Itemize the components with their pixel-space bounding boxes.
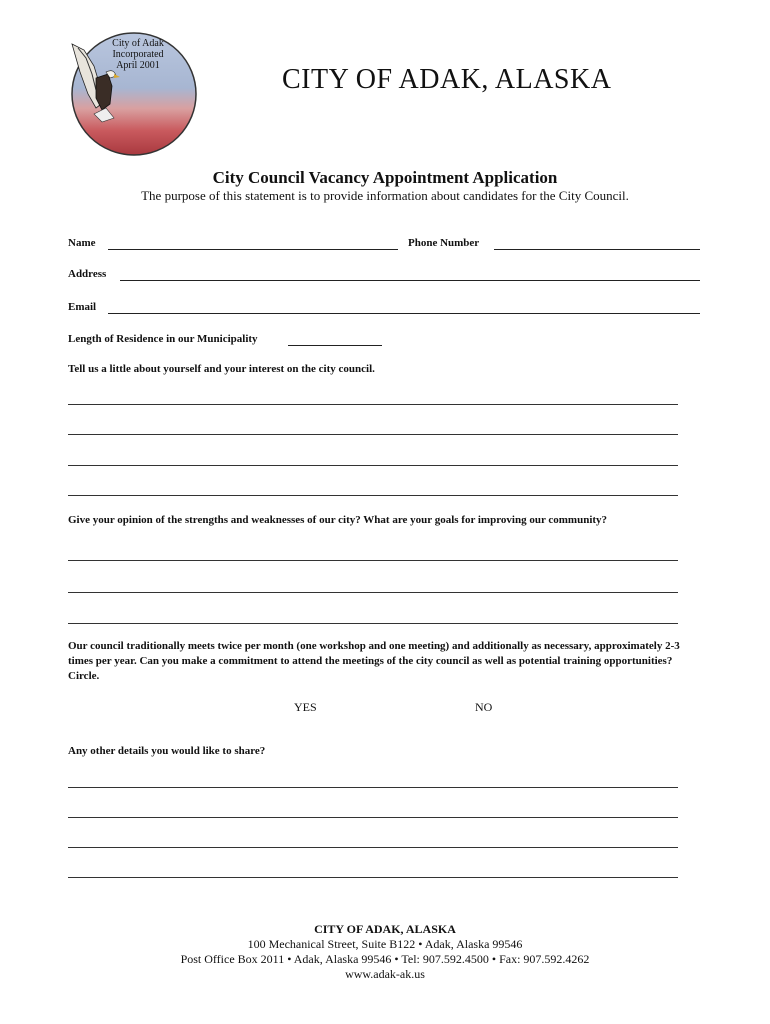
answer-line[interactable] (68, 623, 678, 624)
form-subtitle: The purpose of this statement is to provide information about candidates for the City Council. (141, 188, 629, 203)
email-field[interactable] (108, 313, 700, 314)
org-title: CITY OF ADAK, ALASKA (282, 64, 612, 95)
answer-line[interactable] (68, 560, 678, 561)
seal-text-line: April 2001 (116, 60, 160, 71)
answer-line[interactable] (68, 592, 678, 593)
seal-text-line: City of Adak (112, 38, 164, 49)
question-about-you: Tell us a little about yourself and your interest on the city council. (68, 363, 375, 375)
answer-line[interactable] (68, 434, 678, 435)
phone-label: Phone Number (408, 237, 480, 249)
name-label: Name (68, 237, 96, 249)
address-label: Address (68, 268, 107, 280)
address-field[interactable] (120, 280, 700, 281)
answer-line[interactable] (68, 847, 678, 848)
footer-contact: Post Office Box 2011 • Adak, Alaska 99546 • Tel: 907.592.4500 • Fax: 907.592.4262 (180, 952, 590, 966)
answer-line[interactable] (68, 877, 678, 878)
email-label: Email (68, 301, 97, 313)
residence-field[interactable] (288, 345, 382, 346)
answer-line[interactable] (68, 495, 678, 496)
answer-line[interactable] (68, 787, 678, 788)
answer-line[interactable] (68, 404, 678, 405)
answer-line[interactable] (68, 817, 678, 818)
question-strengths: Give your opinion of the strengths and weaknesses of our city? What are your goals for improving our community? (68, 514, 608, 526)
footer-org-name: CITY OF ADAK, ALASKA (314, 922, 456, 936)
phone-field[interactable] (494, 249, 700, 250)
city-seal-logo (66, 28, 202, 158)
residence-label: Length of Residence in our Municipality (68, 333, 258, 345)
seal-text-line: Incorporated (112, 49, 164, 60)
footer (0, 922, 770, 982)
choice-yes[interactable]: YES (294, 700, 317, 714)
question-other: Any other details you would like to share? (68, 745, 266, 757)
footer-street: 100 Mechanical Street, Suite B122 • Adak, Alaska 99546 (247, 937, 523, 951)
footer-website[interactable]: www.adak-ak.us (345, 967, 425, 981)
choice-no[interactable]: NO (475, 700, 493, 714)
answer-line[interactable] (68, 465, 678, 466)
form-title: City Council Vacancy Appointment Application (212, 168, 558, 187)
question-commitment: Our council traditionally meets twice per month (one workshop and one meeting) and additionally as necessary, approximately 2-3 times per year. Can you make a commitment to attend the meetings of the city council as well as potential training opportunities? Circle. (68, 640, 680, 682)
name-field[interactable] (108, 249, 398, 250)
